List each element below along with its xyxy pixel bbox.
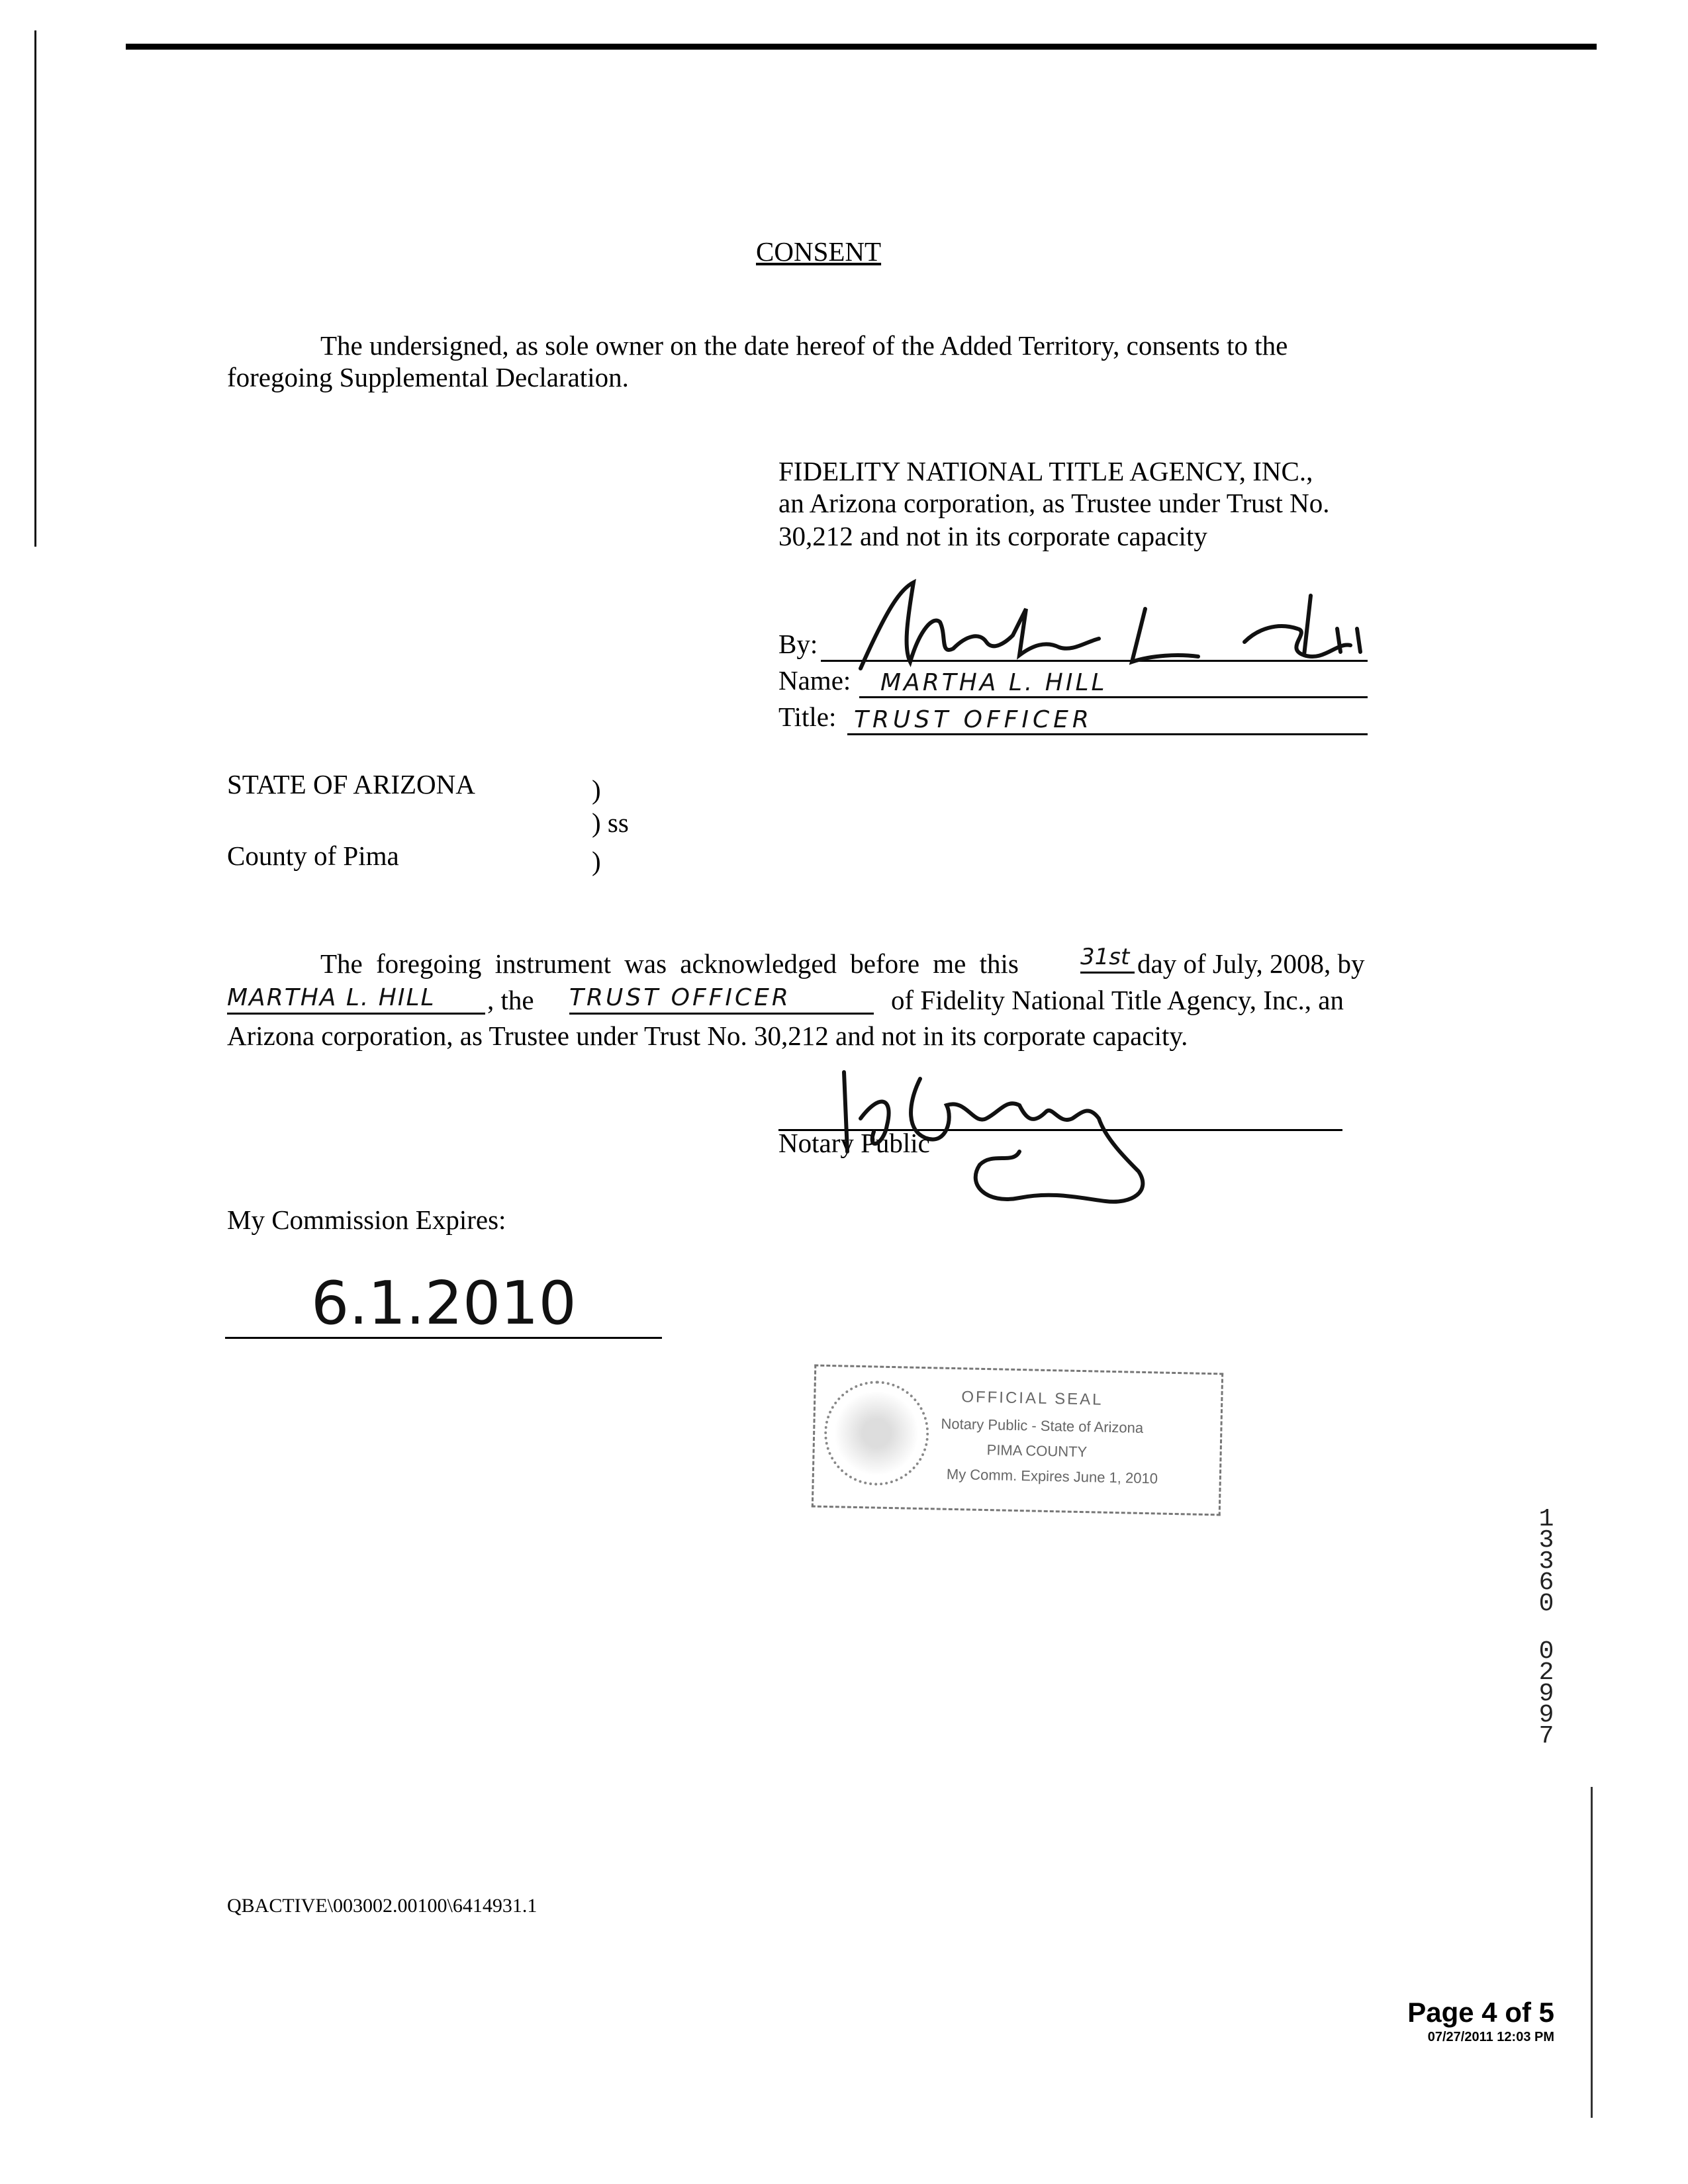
trustee-name-line-1: FIDELITY NATIONAL TITLE AGENCY, INC., [778, 456, 1313, 486]
commission-date-handwritten: 6.1.2010 [311, 1269, 577, 1338]
recording-digit: 3 [1538, 1526, 1554, 1555]
trustee-name-line-3: 30,212 and not in its corporate capacity [778, 521, 1207, 551]
recording-digit: 6 [1538, 1569, 1554, 1597]
ack-day-handwritten: 31st [1080, 942, 1135, 974]
print-timestamp: 07/27/2011 12:03 PM [1427, 2030, 1554, 2044]
notary-public-label: Notary Public [778, 1128, 930, 1158]
consent-heading: CONSENT [756, 236, 882, 267]
consent-paragraph-line-2: foregoing Supplemental Declaration. [227, 362, 629, 392]
recording-digit: 1 [1538, 1505, 1554, 1533]
consent-paragraph-line-1: The undersigned, as sole owner on the date hereof of the Added Territory, consents to the [320, 330, 1288, 361]
venue-state: STATE OF ARIZONA [227, 769, 475, 799]
document-id: QBACTIVE\003002.00100\6414931.1 [227, 1895, 538, 1917]
ack-name-handwritten: MARTHA L. HILL [227, 983, 485, 1015]
notary-seal-stamp [812, 1365, 1223, 1516]
ack-line-1-end: day of July, 2008, by [1137, 948, 1365, 979]
recording-number-vertical [1534, 1505, 1558, 1751]
recording-digit: 7 [1538, 1722, 1554, 1751]
name-label: Name: [778, 665, 851, 696]
ack-title-handwritten: TRUST OFFICER [569, 983, 874, 1015]
seal-line-3: PIMA COUNTY [986, 1441, 1088, 1461]
notary-signature [821, 1052, 1192, 1211]
recording-digit: 9 [1538, 1680, 1554, 1708]
name-handwritten-value: MARTHA L. HILL [880, 669, 1107, 696]
ack-line-2-end: of Fidelity National Title Agency, Inc., an [891, 985, 1344, 1015]
recording-digit: 0 [1538, 1590, 1554, 1618]
seal-line-2: Notary Public - State of Arizona [941, 1415, 1144, 1436]
page-indicator: Page 4 of 5 [1407, 1997, 1554, 2028]
seal-line-4: My Comm. Expires June 1, 2010 [946, 1465, 1158, 1487]
left-edge-line [34, 30, 36, 547]
recording-digit: 2 [1538, 1659, 1554, 1687]
ack-line-2-the: , the [487, 985, 534, 1015]
top-border-bar [126, 44, 1597, 50]
recording-digit: 3 [1538, 1547, 1554, 1576]
by-label: By: [778, 629, 818, 659]
venue-paren-3: ) [592, 846, 601, 876]
venue-paren-1: ) [592, 774, 601, 805]
commission-expires-label: My Commission Expires: [227, 1205, 506, 1235]
seal-emblem [823, 1380, 930, 1486]
title-label: Title: [778, 702, 837, 732]
ack-line-1-start: The foregoing instrument was acknowledged before me this [320, 948, 1019, 979]
trustee-name-line-2: an Arizona corporation, as Trustee under Trust No. [778, 488, 1330, 518]
right-edge-line [1591, 1787, 1593, 2118]
recording-digit: 0 [1538, 1637, 1554, 1666]
venue-county: County of Pima [227, 841, 399, 871]
ack-line-3: Arizona corporation, as Trustee under Trust No. 30,212 and not in its corporate capacity. [227, 1021, 1188, 1051]
venue-ss: ) ss [592, 807, 629, 838]
title-handwritten-value: TRUST OFFICER [854, 706, 1093, 733]
recording-digit: 9 [1538, 1701, 1554, 1729]
seal-line-1: OFFICIAL SEAL [961, 1388, 1103, 1409]
